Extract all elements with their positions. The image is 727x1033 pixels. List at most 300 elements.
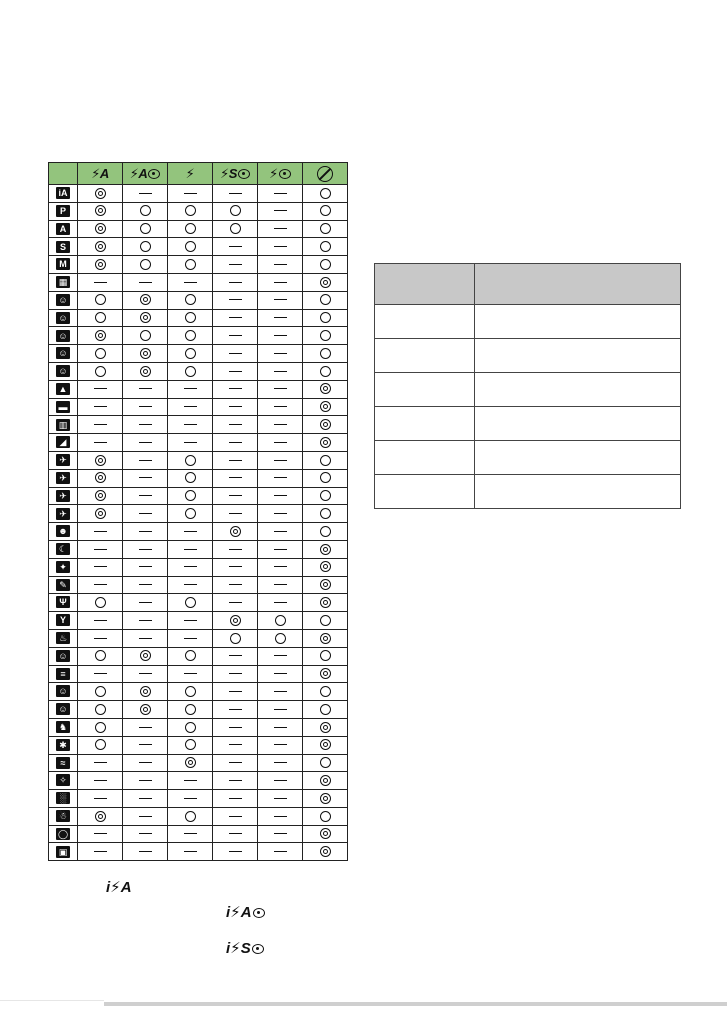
availability-cell xyxy=(303,594,348,612)
scene-mode-icon: ≈ xyxy=(56,757,70,769)
scene-mode-icon: ☾ xyxy=(56,543,70,555)
unavailable-dash-icon xyxy=(139,744,152,745)
availability-cell xyxy=(303,380,348,398)
availability-cell xyxy=(303,345,348,363)
available-circle-icon xyxy=(320,526,331,537)
unavailable-dash-icon xyxy=(274,424,287,425)
availability-cell xyxy=(78,576,123,594)
table-row xyxy=(49,540,348,558)
availability-cell xyxy=(78,790,123,808)
availability-cell xyxy=(213,629,258,647)
availability-cell xyxy=(123,451,168,469)
availability-cell xyxy=(78,558,123,576)
available-circle-icon xyxy=(320,188,331,199)
scene-mode-cell xyxy=(49,825,78,843)
default-double-circle-icon xyxy=(320,401,331,412)
availability-cell xyxy=(78,309,123,327)
available-circle-icon xyxy=(320,490,331,501)
scene-mode-icon: ✈ xyxy=(56,454,70,466)
unavailable-dash-icon xyxy=(274,851,287,852)
available-circle-icon xyxy=(95,597,106,608)
availability-cell xyxy=(123,523,168,541)
table-row xyxy=(49,416,348,434)
unavailable-dash-icon xyxy=(94,673,107,674)
unavailable-dash-icon xyxy=(139,442,152,443)
unavailable-dash-icon xyxy=(274,406,287,407)
availability-cell xyxy=(213,362,258,380)
default-double-circle-icon xyxy=(95,811,106,822)
availability-cell xyxy=(168,256,213,274)
availability-cell xyxy=(123,487,168,505)
scene-mode-icon: ☺ xyxy=(56,650,70,662)
availability-cell xyxy=(168,362,213,380)
header-flash-mode-5 xyxy=(258,163,303,185)
unavailable-dash-icon xyxy=(274,353,287,354)
available-circle-icon xyxy=(320,366,331,377)
availability-cell xyxy=(168,273,213,291)
unavailable-dash-icon xyxy=(274,264,287,265)
availability-cell xyxy=(258,701,303,719)
eye-icon xyxy=(279,169,291,179)
availability-cell xyxy=(123,594,168,612)
availability-cell xyxy=(213,594,258,612)
available-circle-icon xyxy=(320,259,331,270)
availability-cell xyxy=(213,309,258,327)
scene-mode-cell xyxy=(49,451,78,469)
availability-cell xyxy=(303,362,348,380)
unavailable-dash-icon xyxy=(229,246,242,247)
default-double-circle-icon xyxy=(320,793,331,804)
legend-auto-flash-label: i⚡A xyxy=(106,879,132,896)
availability-cell xyxy=(168,345,213,363)
availability-cell xyxy=(168,576,213,594)
settings-table-row xyxy=(375,475,681,509)
settings-table-cell xyxy=(475,407,681,441)
availability-cell xyxy=(123,202,168,220)
available-circle-icon xyxy=(185,811,196,822)
legend-auto-flash-icon xyxy=(106,878,132,896)
unavailable-dash-icon xyxy=(139,513,152,514)
unavailable-dash-icon xyxy=(94,406,107,407)
unavailable-dash-icon xyxy=(274,691,287,692)
flash-mode-label: ⚡A xyxy=(91,165,109,181)
eye-icon xyxy=(148,169,160,179)
availability-cell xyxy=(213,558,258,576)
scene-mode-icon: M xyxy=(56,258,70,270)
header-flash-mode-2 xyxy=(123,163,168,185)
unavailable-dash-icon xyxy=(94,566,107,567)
settings-table-row xyxy=(375,373,681,407)
legend-auto-redeye-icon xyxy=(226,903,265,921)
unavailable-dash-icon xyxy=(94,780,107,781)
available-circle-icon xyxy=(275,615,286,626)
default-double-circle-icon xyxy=(140,294,151,305)
table-row xyxy=(49,790,348,808)
availability-cell xyxy=(303,256,348,274)
settings-table-cell xyxy=(475,441,681,475)
availability-cell xyxy=(213,612,258,630)
scene-mode-cell xyxy=(49,736,78,754)
legend-auto-redeye-label: i⚡A xyxy=(226,904,252,921)
unavailable-dash-icon xyxy=(229,602,242,603)
availability-cell xyxy=(123,505,168,523)
availability-cell xyxy=(258,558,303,576)
availability-cell xyxy=(78,754,123,772)
default-double-circle-icon xyxy=(320,775,331,786)
available-circle-icon xyxy=(185,294,196,305)
table-row xyxy=(49,612,348,630)
default-double-circle-icon xyxy=(95,330,106,341)
scene-mode-cell xyxy=(49,576,78,594)
settings-table-cell xyxy=(375,441,475,475)
table-row xyxy=(49,736,348,754)
flash-mode-label: ⚡A xyxy=(129,165,148,181)
available-circle-icon xyxy=(95,312,106,323)
availability-cell xyxy=(78,185,123,203)
unavailable-dash-icon xyxy=(229,851,242,852)
unavailable-dash-icon xyxy=(274,602,287,603)
available-circle-icon xyxy=(185,508,196,519)
unavailable-dash-icon xyxy=(274,495,287,496)
scene-mode-icon: ▬ xyxy=(56,401,70,413)
unavailable-dash-icon xyxy=(94,388,107,389)
unavailable-dash-icon xyxy=(94,833,107,834)
availability-cell xyxy=(123,683,168,701)
availability-cell xyxy=(213,238,258,256)
availability-cell xyxy=(168,451,213,469)
table-row xyxy=(49,594,348,612)
unavailable-dash-icon xyxy=(229,691,242,692)
available-circle-icon xyxy=(320,205,331,216)
availability-cell xyxy=(258,345,303,363)
availability-cell xyxy=(123,345,168,363)
availability-cell xyxy=(123,220,168,238)
available-circle-icon xyxy=(185,739,196,750)
availability-cell xyxy=(123,647,168,665)
table-row xyxy=(49,256,348,274)
unavailable-dash-icon xyxy=(139,762,152,763)
default-double-circle-icon xyxy=(320,846,331,857)
unavailable-dash-icon xyxy=(229,353,242,354)
availability-cell xyxy=(213,487,258,505)
availability-cell xyxy=(123,256,168,274)
default-double-circle-icon xyxy=(95,455,106,466)
availability-cell xyxy=(303,558,348,576)
availability-cell xyxy=(123,825,168,843)
unavailable-dash-icon xyxy=(274,193,287,194)
unavailable-dash-icon xyxy=(274,317,287,318)
scene-mode-cell xyxy=(49,291,78,309)
scene-mode-icon: ▦ xyxy=(56,276,70,288)
unavailable-dash-icon xyxy=(139,477,152,478)
available-circle-icon xyxy=(185,366,196,377)
default-double-circle-icon xyxy=(140,366,151,377)
table-row xyxy=(49,647,348,665)
unavailable-dash-icon xyxy=(274,709,287,710)
scene-mode-icon: ✦ xyxy=(56,561,70,573)
availability-cell xyxy=(123,185,168,203)
availability-cell xyxy=(213,380,258,398)
table-row xyxy=(49,843,348,861)
availability-cell xyxy=(168,380,213,398)
availability-cell xyxy=(78,291,123,309)
available-circle-icon xyxy=(185,205,196,216)
table-row xyxy=(49,487,348,505)
unavailable-dash-icon xyxy=(274,655,287,656)
settings-table-cell xyxy=(475,305,681,339)
unavailable-dash-icon xyxy=(274,780,287,781)
unavailable-dash-icon xyxy=(229,442,242,443)
unavailable-dash-icon xyxy=(139,638,152,639)
availability-cell xyxy=(303,736,348,754)
scene-mode-icon: ✧ xyxy=(56,774,70,786)
availability-cell xyxy=(213,345,258,363)
settings-table-header-1 xyxy=(375,264,475,305)
table-row xyxy=(49,291,348,309)
default-double-circle-icon xyxy=(230,615,241,626)
unavailable-dash-icon xyxy=(184,282,197,283)
availability-cell xyxy=(78,594,123,612)
unavailable-dash-icon xyxy=(274,228,287,229)
scene-mode-icon: S xyxy=(56,241,70,253)
availability-cell xyxy=(78,220,123,238)
unavailable-dash-icon xyxy=(139,851,152,852)
availability-cell xyxy=(213,772,258,790)
available-circle-icon xyxy=(185,650,196,661)
availability-cell xyxy=(78,273,123,291)
availability-cell xyxy=(213,273,258,291)
scene-mode-cell xyxy=(49,772,78,790)
table-row xyxy=(49,380,348,398)
scene-mode-icon: ≡ xyxy=(56,668,70,680)
availability-cell xyxy=(123,790,168,808)
unavailable-dash-icon xyxy=(229,193,242,194)
availability-cell xyxy=(78,345,123,363)
availability-cell xyxy=(213,576,258,594)
availability-cell xyxy=(123,772,168,790)
scene-mode-cell xyxy=(49,594,78,612)
availability-cell xyxy=(303,273,348,291)
unavailable-dash-icon xyxy=(139,780,152,781)
availability-cell xyxy=(168,647,213,665)
unavailable-dash-icon xyxy=(274,531,287,532)
unavailable-dash-icon xyxy=(229,549,242,550)
table-row xyxy=(49,434,348,452)
availability-cell xyxy=(258,185,303,203)
header-flash-mode-4 xyxy=(213,163,258,185)
unavailable-dash-icon xyxy=(184,424,197,425)
availability-cell xyxy=(123,576,168,594)
scene-mode-cell xyxy=(49,309,78,327)
scene-mode-cell xyxy=(49,202,78,220)
available-circle-icon xyxy=(185,241,196,252)
available-circle-icon xyxy=(185,330,196,341)
available-circle-icon xyxy=(185,259,196,270)
default-double-circle-icon xyxy=(95,259,106,270)
scene-mode-cell xyxy=(49,647,78,665)
unavailable-dash-icon xyxy=(229,709,242,710)
available-circle-icon xyxy=(320,757,331,768)
availability-cell xyxy=(213,701,258,719)
available-circle-icon xyxy=(320,650,331,661)
unavailable-dash-icon xyxy=(229,744,242,745)
unavailable-dash-icon xyxy=(184,406,197,407)
availability-cell xyxy=(303,398,348,416)
availability-cell xyxy=(213,718,258,736)
unavailable-dash-icon xyxy=(184,620,197,621)
availability-cell xyxy=(213,843,258,861)
availability-cell xyxy=(258,398,303,416)
availability-cell xyxy=(303,434,348,452)
availability-cell xyxy=(213,683,258,701)
settings-table-cell xyxy=(475,475,681,509)
unavailable-dash-icon xyxy=(139,549,152,550)
availability-cell xyxy=(78,736,123,754)
available-circle-icon xyxy=(320,312,331,323)
scene-mode-icon: ✎ xyxy=(56,579,70,591)
availability-cell xyxy=(213,647,258,665)
flash-mode-table xyxy=(48,162,348,861)
availability-cell xyxy=(123,754,168,772)
default-double-circle-icon xyxy=(320,722,331,733)
scene-mode-cell xyxy=(49,701,78,719)
availability-cell xyxy=(258,647,303,665)
scene-mode-icon: A xyxy=(56,223,70,235)
settings-table-cell xyxy=(475,373,681,407)
default-double-circle-icon xyxy=(320,668,331,679)
unavailable-dash-icon xyxy=(274,816,287,817)
scene-mode-cell xyxy=(49,487,78,505)
scene-mode-icon: ☃ xyxy=(56,810,70,822)
unavailable-dash-icon xyxy=(94,282,107,283)
availability-cell xyxy=(258,451,303,469)
available-circle-icon xyxy=(185,348,196,359)
availability-cell xyxy=(78,434,123,452)
available-circle-icon xyxy=(185,597,196,608)
availability-cell xyxy=(78,398,123,416)
scene-mode-cell xyxy=(49,790,78,808)
unavailable-dash-icon xyxy=(139,602,152,603)
unavailable-dash-icon xyxy=(274,282,287,283)
unavailable-dash-icon xyxy=(229,282,242,283)
default-double-circle-icon xyxy=(140,704,151,715)
availability-cell xyxy=(168,487,213,505)
unavailable-dash-icon xyxy=(229,460,242,461)
unavailable-dash-icon xyxy=(184,798,197,799)
scene-mode-cell xyxy=(49,327,78,345)
availability-cell xyxy=(258,612,303,630)
default-double-circle-icon xyxy=(320,597,331,608)
availability-cell xyxy=(258,416,303,434)
scene-mode-icon: ☺ xyxy=(56,330,70,342)
default-double-circle-icon xyxy=(320,633,331,644)
availability-cell xyxy=(303,843,348,861)
unavailable-dash-icon xyxy=(274,673,287,674)
unavailable-dash-icon xyxy=(94,851,107,852)
availability-cell xyxy=(258,309,303,327)
default-double-circle-icon xyxy=(320,277,331,288)
availability-cell xyxy=(168,327,213,345)
availability-cell xyxy=(258,220,303,238)
flash-mode-label: ⚡S xyxy=(220,165,237,181)
unavailable-dash-icon xyxy=(274,513,287,514)
availability-cell xyxy=(78,701,123,719)
scene-mode-icon: ☺ xyxy=(56,294,70,306)
availability-cell xyxy=(258,736,303,754)
unavailable-dash-icon xyxy=(139,406,152,407)
default-double-circle-icon xyxy=(320,419,331,430)
scene-mode-cell xyxy=(49,398,78,416)
unavailable-dash-icon xyxy=(139,495,152,496)
availability-cell xyxy=(78,647,123,665)
unavailable-dash-icon xyxy=(139,424,152,425)
availability-cell xyxy=(123,238,168,256)
availability-cell xyxy=(213,416,258,434)
available-circle-icon xyxy=(185,490,196,501)
scene-mode-cell xyxy=(49,469,78,487)
table-row xyxy=(49,576,348,594)
settings-table-row xyxy=(375,407,681,441)
unavailable-dash-icon xyxy=(229,388,242,389)
availability-cell xyxy=(258,273,303,291)
unavailable-dash-icon xyxy=(274,299,287,300)
availability-cell xyxy=(78,825,123,843)
unavailable-dash-icon xyxy=(274,388,287,389)
unavailable-dash-icon xyxy=(229,566,242,567)
unavailable-dash-icon xyxy=(229,299,242,300)
available-circle-icon xyxy=(95,294,106,305)
footer-rule xyxy=(104,1002,727,1006)
availability-cell xyxy=(213,202,258,220)
availability-cell xyxy=(168,665,213,683)
table-row xyxy=(49,718,348,736)
unavailable-dash-icon xyxy=(229,335,242,336)
availability-cell xyxy=(78,612,123,630)
default-double-circle-icon xyxy=(140,348,151,359)
default-double-circle-icon xyxy=(230,526,241,537)
availability-cell xyxy=(213,540,258,558)
scene-mode-cell xyxy=(49,220,78,238)
unavailable-dash-icon xyxy=(229,584,242,585)
unavailable-dash-icon xyxy=(139,673,152,674)
unavailable-dash-icon xyxy=(229,655,242,656)
default-double-circle-icon xyxy=(320,544,331,555)
table-row xyxy=(49,701,348,719)
table-row xyxy=(49,362,348,380)
availability-cell xyxy=(258,594,303,612)
available-circle-icon xyxy=(320,223,331,234)
unavailable-dash-icon xyxy=(94,531,107,532)
unavailable-dash-icon xyxy=(274,477,287,478)
availability-cell xyxy=(168,505,213,523)
availability-cell xyxy=(168,309,213,327)
availability-cell xyxy=(168,523,213,541)
settings-table-cell xyxy=(375,407,475,441)
availability-cell xyxy=(78,469,123,487)
unavailable-dash-icon xyxy=(184,833,197,834)
unavailable-dash-icon xyxy=(139,388,152,389)
availability-cell xyxy=(78,256,123,274)
availability-cell xyxy=(303,185,348,203)
availability-cell xyxy=(123,629,168,647)
availability-cell xyxy=(303,220,348,238)
scene-mode-cell xyxy=(49,843,78,861)
availability-cell xyxy=(168,790,213,808)
unavailable-dash-icon xyxy=(229,424,242,425)
unavailable-dash-icon xyxy=(229,727,242,728)
availability-cell xyxy=(168,594,213,612)
default-double-circle-icon xyxy=(320,579,331,590)
